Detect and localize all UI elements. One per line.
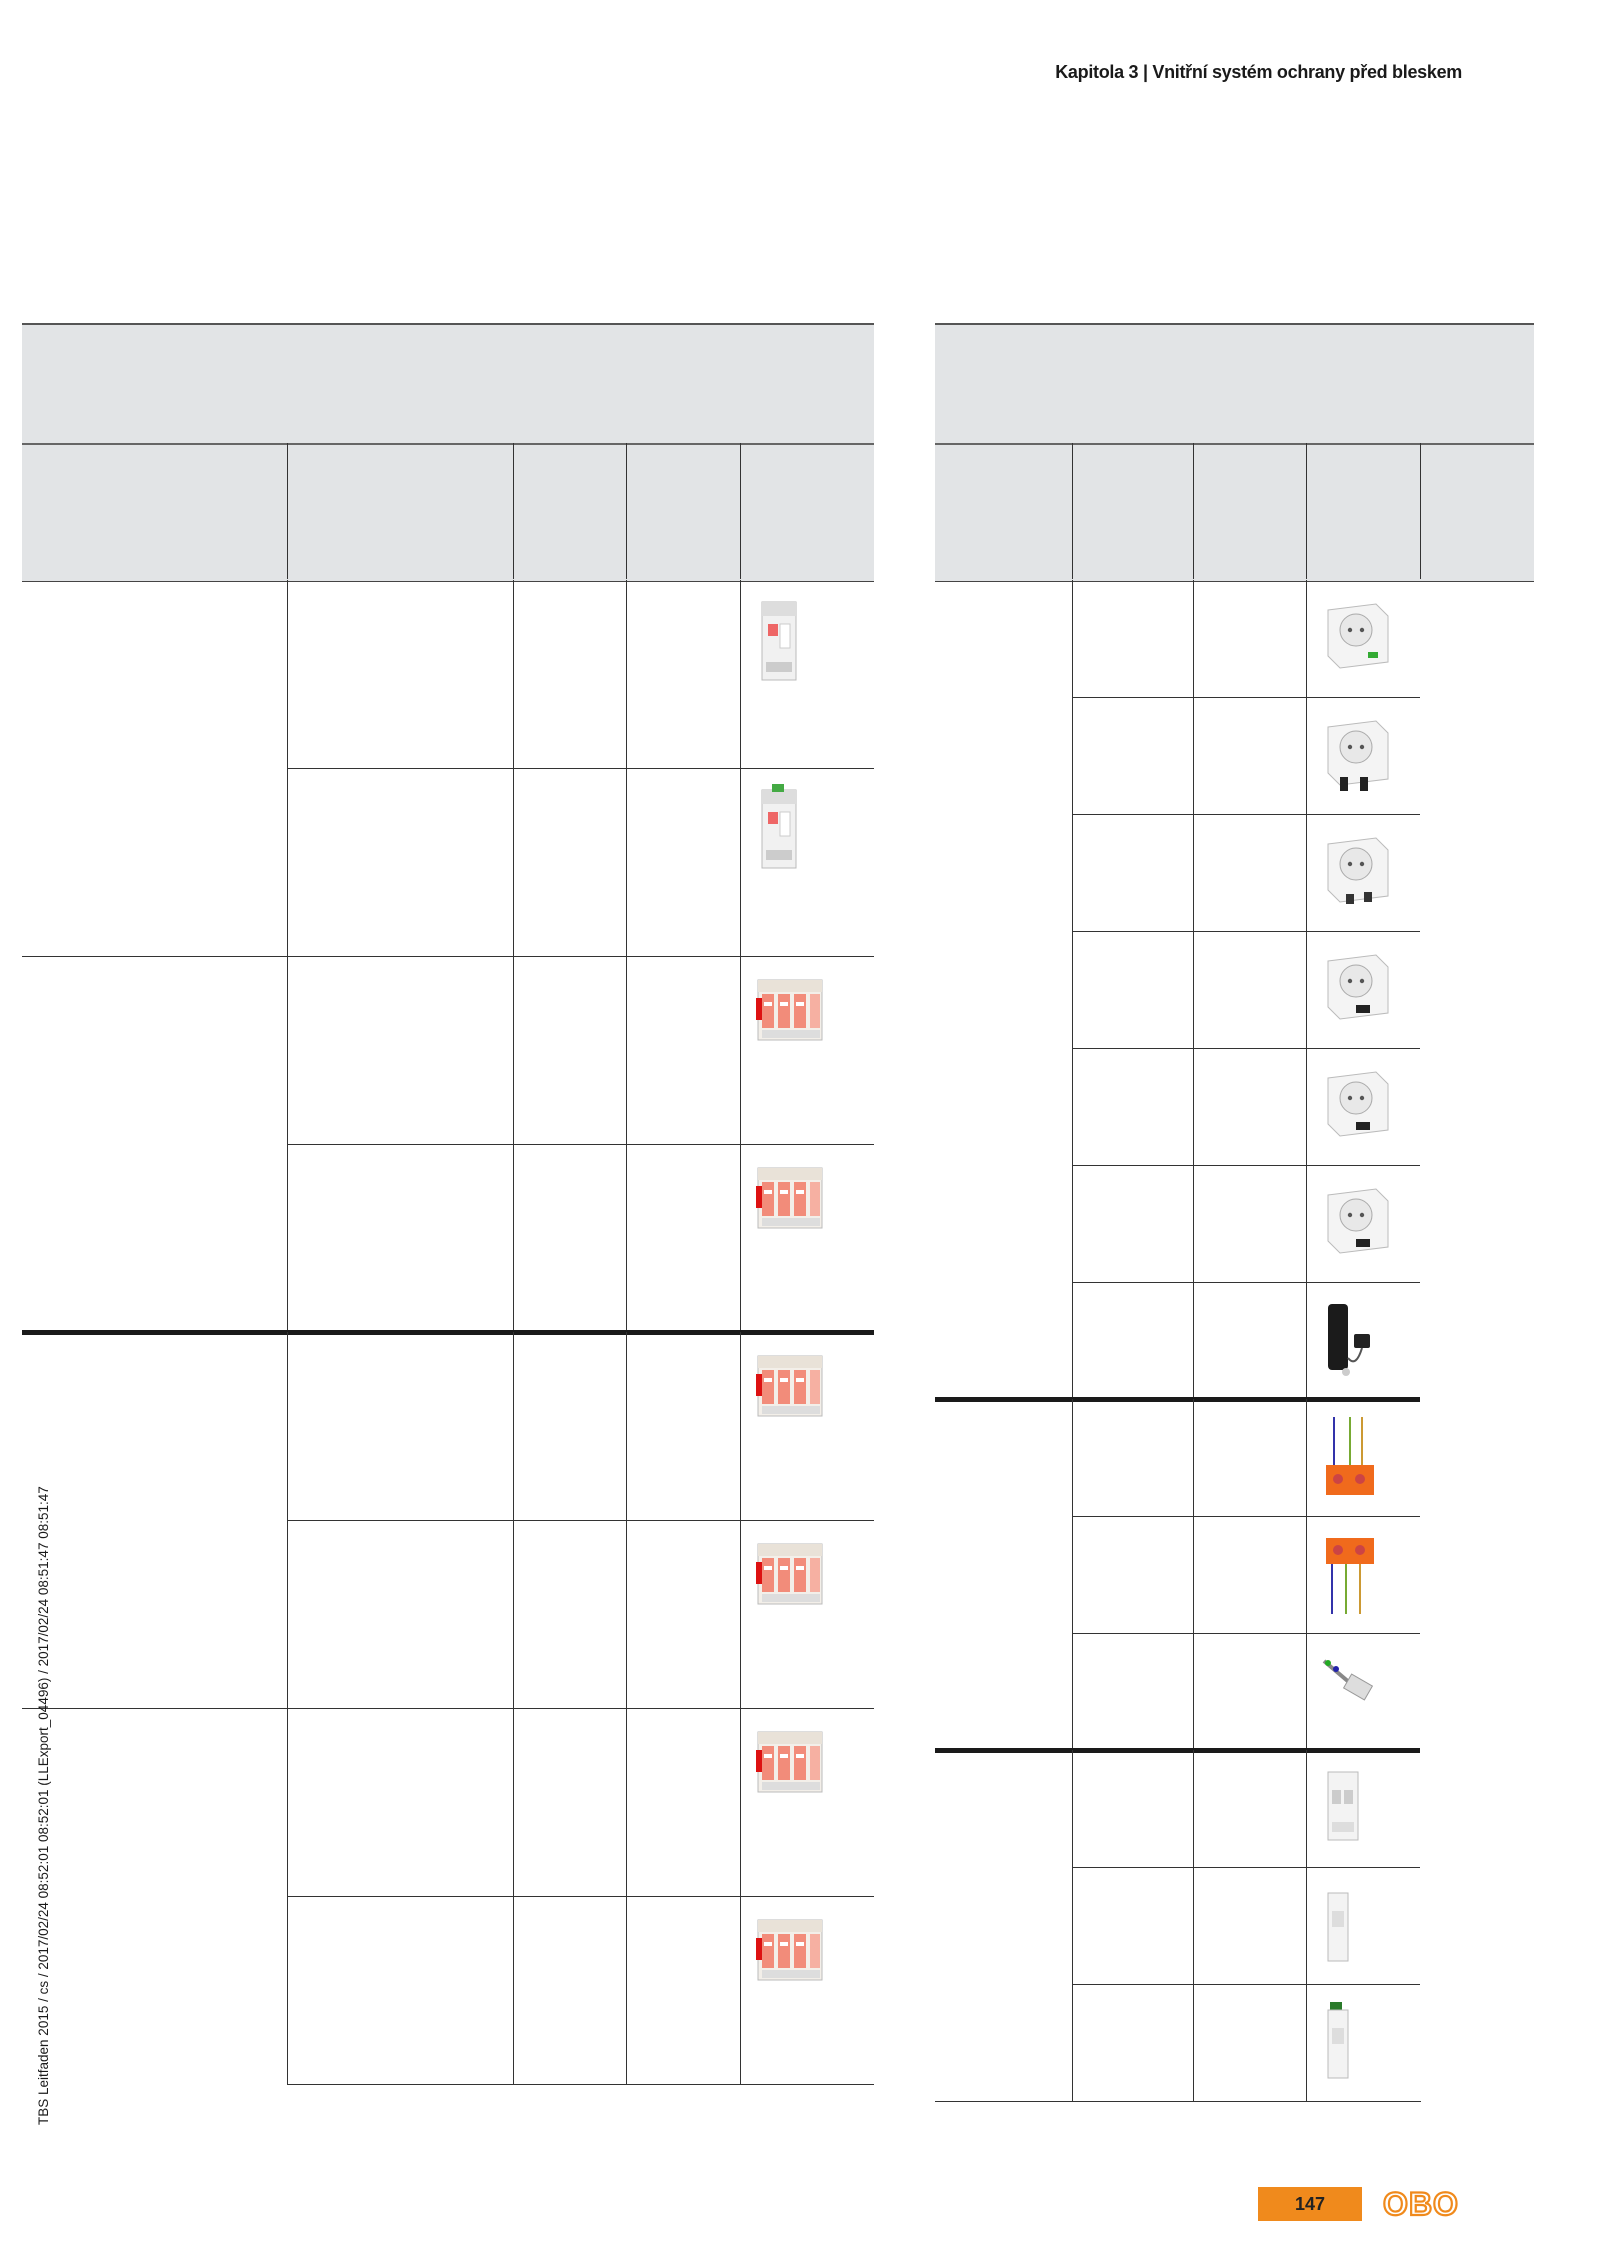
right-bottom-line <box>935 2101 1421 2102</box>
right-row-line <box>1072 1165 1420 1166</box>
fc-d-photo <box>1320 596 1396 681</box>
left-group-line <box>22 956 874 957</box>
vf230-fs-photo <box>1320 2000 1354 2089</box>
right-col-divider <box>1420 443 1421 579</box>
fs-sat-d-photo <box>1320 830 1396 915</box>
left-body-divider <box>513 580 514 956</box>
left-body-divider <box>740 956 741 1332</box>
left-row-line <box>287 768 874 769</box>
right-row-line <box>1072 1048 1420 1049</box>
left-body-divider <box>513 1332 514 1708</box>
left-body-divider <box>513 1708 514 2084</box>
cns-3-d-d-photo <box>1320 1298 1380 1387</box>
v20-3npe-photo <box>754 1348 826 1429</box>
left-body-divider <box>626 1332 627 1708</box>
vf230-photo <box>1320 1883 1354 1972</box>
right-body-divider <box>1306 1750 1307 2101</box>
v10-compact-photo <box>754 596 802 691</box>
right-body-divider <box>1072 1750 1073 2101</box>
left-body-divider <box>740 580 741 956</box>
left-col-divider <box>513 443 514 579</box>
left-group-thick-line <box>22 1330 874 1335</box>
v20-3npe-fs-photo <box>754 1536 826 1617</box>
right-row-line <box>1072 1282 1420 1283</box>
right-body-divider <box>1193 580 1194 1399</box>
left-body-divider <box>626 580 627 956</box>
right-title-box <box>935 323 1534 445</box>
right-group-thick-line <box>935 1397 1420 1402</box>
right-body-divider <box>1193 1399 1194 1750</box>
side-print-info: TBS Leitfaden 2015 / cs / 2017/02/24 08:52:01 08:52:01 (LLExport_04496) / 2017/02/24 08:51:47 08:51:47 <box>36 1486 51 2125</box>
left-title-box <box>22 323 874 445</box>
left-group-line <box>22 1708 874 1709</box>
left-row-line <box>287 1896 874 1897</box>
right-row-line <box>1072 814 1420 815</box>
right-row-line <box>1072 1867 1420 1868</box>
left-column-header <box>22 443 874 582</box>
right-body-divider <box>1072 580 1073 1399</box>
left-body-divider <box>287 580 288 956</box>
left-body-divider <box>287 956 288 1332</box>
v20-3npe-photo <box>754 1724 826 1805</box>
right-body-divider <box>1306 580 1307 1399</box>
left-body-divider <box>740 1708 741 2084</box>
left-body-divider <box>626 1708 627 2084</box>
right-col-divider <box>1306 443 1307 579</box>
left-body-divider <box>513 956 514 1332</box>
left-bottom-line <box>287 2084 874 2085</box>
right-row-line <box>1072 1516 1420 1517</box>
right-row-line <box>1072 931 1420 932</box>
left-row-line <box>287 1520 874 1521</box>
left-body-divider <box>287 1708 288 2084</box>
left-body-divider <box>740 1332 741 1708</box>
right-col-divider <box>1193 443 1194 579</box>
left-col-divider <box>740 443 741 579</box>
right-col-divider <box>1072 443 1073 579</box>
usm-a-photo <box>1320 1415 1380 1506</box>
right-body-divider <box>1306 1399 1307 1750</box>
fc-tv-d-photo <box>1320 713 1396 798</box>
right-body-divider <box>1072 1399 1073 1750</box>
fc-isdn-d-photo <box>1320 1064 1396 1149</box>
v20-3npe-photo <box>754 972 826 1053</box>
v20-3npe-fs-photo <box>754 1160 826 1241</box>
right-row-line <box>1072 697 1420 698</box>
right-column-header <box>935 443 1534 582</box>
page-number: 147 <box>1294 2194 1326 2214</box>
v10-compact-l-photo <box>1320 1766 1364 1851</box>
obo-logo <box>1376 2186 1466 2222</box>
right-row-line <box>1072 1633 1420 1634</box>
fc-tae-d-photo <box>1320 947 1396 1032</box>
right-group-thick-line <box>935 1748 1420 1753</box>
uss-45-photo <box>1320 1649 1380 1714</box>
left-row-line <box>287 1144 874 1145</box>
left-body-divider <box>287 1332 288 1708</box>
left-body-divider <box>626 956 627 1332</box>
fc-rj-d-photo <box>1320 1181 1396 1266</box>
svg-text:OBO: OBO <box>1383 2186 1459 2222</box>
left-col-divider <box>287 443 288 579</box>
usm-a-st-photo <box>1320 1532 1380 1623</box>
v20-3npe-fs-photo <box>754 1912 826 1993</box>
right-body-divider <box>1193 1750 1194 2101</box>
page-number-box <box>1258 2187 1362 2221</box>
right-row-line <box>1072 1984 1420 1985</box>
chapter-header: Kapitola 3 | Vnitřní systém ochrany před bleskem <box>1055 62 1462 82</box>
left-col-divider <box>626 443 627 579</box>
v10-compact-fs-photo <box>754 784 802 879</box>
